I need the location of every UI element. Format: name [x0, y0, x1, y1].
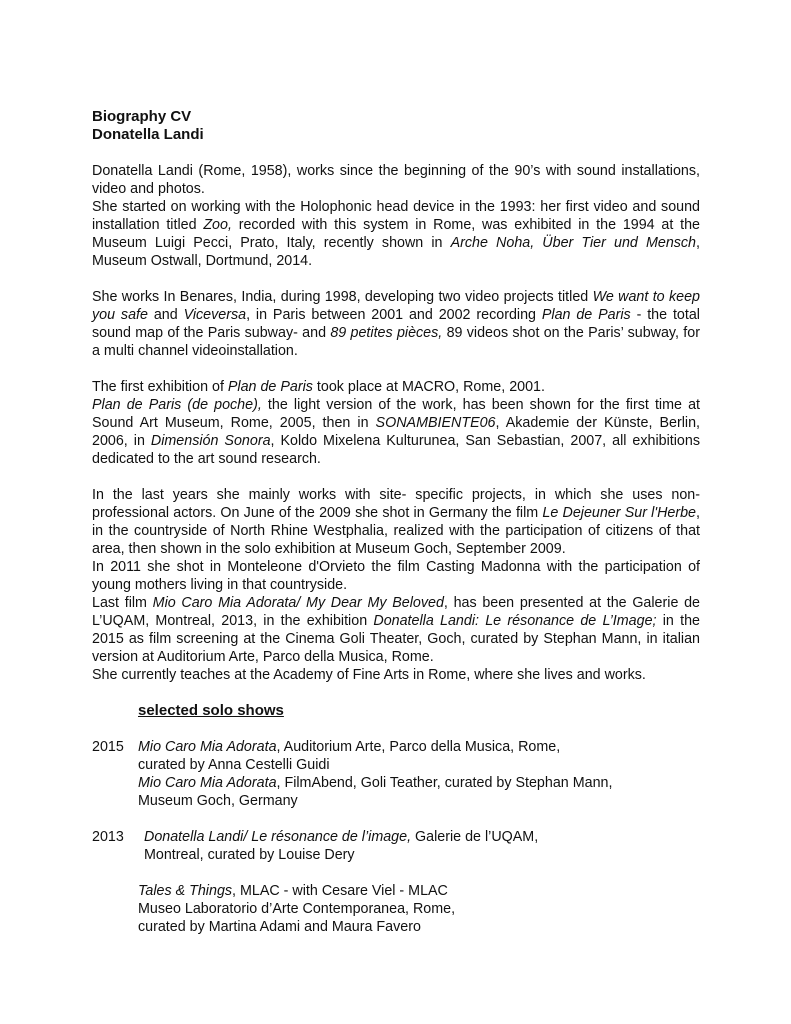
artist-name: Donatella Landi [92, 126, 204, 143]
italic-text: Arche Noha, Über Tier und Mensch [450, 235, 697, 251]
text: the light version of the work, has been shown for the first time at Sound Art Museum, Rome, 2005, then in [92, 397, 700, 431]
text: Galerie de l’UQAM, [411, 829, 539, 845]
year-label: 2013 [92, 829, 124, 845]
text: The first exhibition of [92, 379, 228, 395]
show-entry-line: curated by Martina Adami and Maura Favero [138, 919, 421, 935]
italic-text: Plan de Paris [541, 307, 631, 323]
text: - the total sound map of the Paris subway- and [92, 307, 700, 341]
text: , in the countryside of North Rhine Westphalia, realized with the participation of citizens of that area, then shown in the solo exhibition at Museum Goch, September 2009. [92, 505, 700, 557]
show-entries [144, 828, 700, 864]
section-heading-solo-shows: selected solo shows [138, 702, 284, 719]
text: , Museum Ostwall, Dortmund, 2014. [92, 235, 700, 269]
show-entry [138, 738, 700, 756]
italic-text: Donatella Landi: Le résonance de L’Image; [373, 613, 657, 629]
bio-paragraph-1 [92, 162, 700, 270]
italic-text: 89 petites pièces, [330, 325, 443, 341]
show-title: Donatella Landi/ Le résonance de l’image, [144, 829, 412, 845]
text: She currently teaches at the Academy of Fine Arts in Rome, where she lives and works. [92, 667, 646, 683]
text: Donatella Landi (Rome, 1958), works since the beginning of the 90’s with sound installations, video and photos. [92, 163, 700, 197]
italic-text: SONAMBIENTE06 [375, 415, 496, 431]
text: 89 videos shot on the Paris’ subway, for a multi channel videoinstallation. [92, 325, 700, 359]
bio-paragraph-3 [92, 378, 700, 468]
text: , has been presented at the Galerie de L’UQAM, Montreal, 2013, in the exhibition [92, 595, 701, 629]
italic-text: Dimensión Sonora [150, 433, 271, 449]
text: She started on working with the Holophonic head device in the 1993: her first video and sound installation titled [92, 199, 700, 233]
show-title: Mio Caro Mia Adorata [138, 775, 277, 791]
show-entry [144, 828, 700, 846]
text: , in Paris between 2001 and 2002 recording [246, 307, 542, 323]
text: , MLAC - with Cesare Viel - MLAC [232, 883, 448, 899]
italic-text: Plan de Paris (de poche), [92, 397, 262, 413]
show-year-2013 [92, 828, 700, 936]
text: , Akademie der Künste, Berlin, 2006, in [92, 415, 700, 449]
show-entry [138, 774, 700, 792]
show-entry-line: Museum Goch, Germany [138, 793, 298, 809]
text: recorded with this system in Rome, was exhibited in the 1994 at the Museum Luigi Pecci, Prato, Italy, recently shown in [92, 217, 700, 251]
text: took place at MACRO, Rome, 2001. [312, 379, 545, 395]
text: and [147, 307, 184, 323]
show-entry-line: curated by Anna Cestelli Guidi [138, 757, 330, 773]
document-title: Biography CV [92, 108, 192, 125]
text: , Koldo Mixelena Kulturunea, San Sebastian, 2007, all exhibitions dedicated to the art sound research. [92, 433, 700, 467]
show-entries [138, 882, 700, 936]
italic-text: Plan de Paris [227, 379, 313, 395]
show-entry-line: Montreal, curated by Louise Dery [144, 847, 355, 863]
bio-paragraph-2 [92, 288, 700, 360]
italic-text: Le Dejeuner Sur l'Herbe [542, 505, 697, 521]
show-title: Tales & Things [138, 883, 233, 899]
year-label: 2015 [92, 739, 124, 755]
show-title: Mio Caro Mia Adorata [138, 739, 277, 755]
text: She works In Benares, India, during 1998, developing two video projects titled [92, 289, 593, 305]
show-entries [138, 738, 700, 810]
italic-text: Viceversa [183, 307, 247, 323]
show-entry-line: Museo Laboratorio d’Arte Contemporanea, Rome, [138, 901, 456, 917]
italic-text: We want to keep you safe [92, 289, 700, 323]
bio-paragraph-4 [92, 486, 700, 684]
italic-text: Zoo, [203, 217, 232, 233]
italic-text: Mio Caro Mia Adorata/ My Dear My Beloved [152, 595, 444, 611]
document-page [92, 108, 700, 936]
text: , FilmAbend, Goli Teather, curated by Stephan Mann, [276, 775, 613, 791]
show-year-2015 [92, 738, 700, 810]
text: , Auditorium Arte, Parco della Musica, Rome, [276, 739, 561, 755]
text: In the last years she mainly works with site- specific projects, in which she uses non-professional actors. On June of the 2009 she shot in Germany the film [92, 487, 700, 521]
text: Last film [92, 595, 153, 611]
show-entry [138, 882, 700, 900]
text: In 2011 she shot in Monteleone d'Orvieto the film Casting Madonna with the participation of young mothers living in that countryside. [92, 559, 700, 593]
text: in the 2015 as film screening at the Cinema Goli Theater, Goch, curated by Stephan Mann, in italian version at Auditorium Arte, Parco della Musica, Rome. [92, 613, 700, 665]
